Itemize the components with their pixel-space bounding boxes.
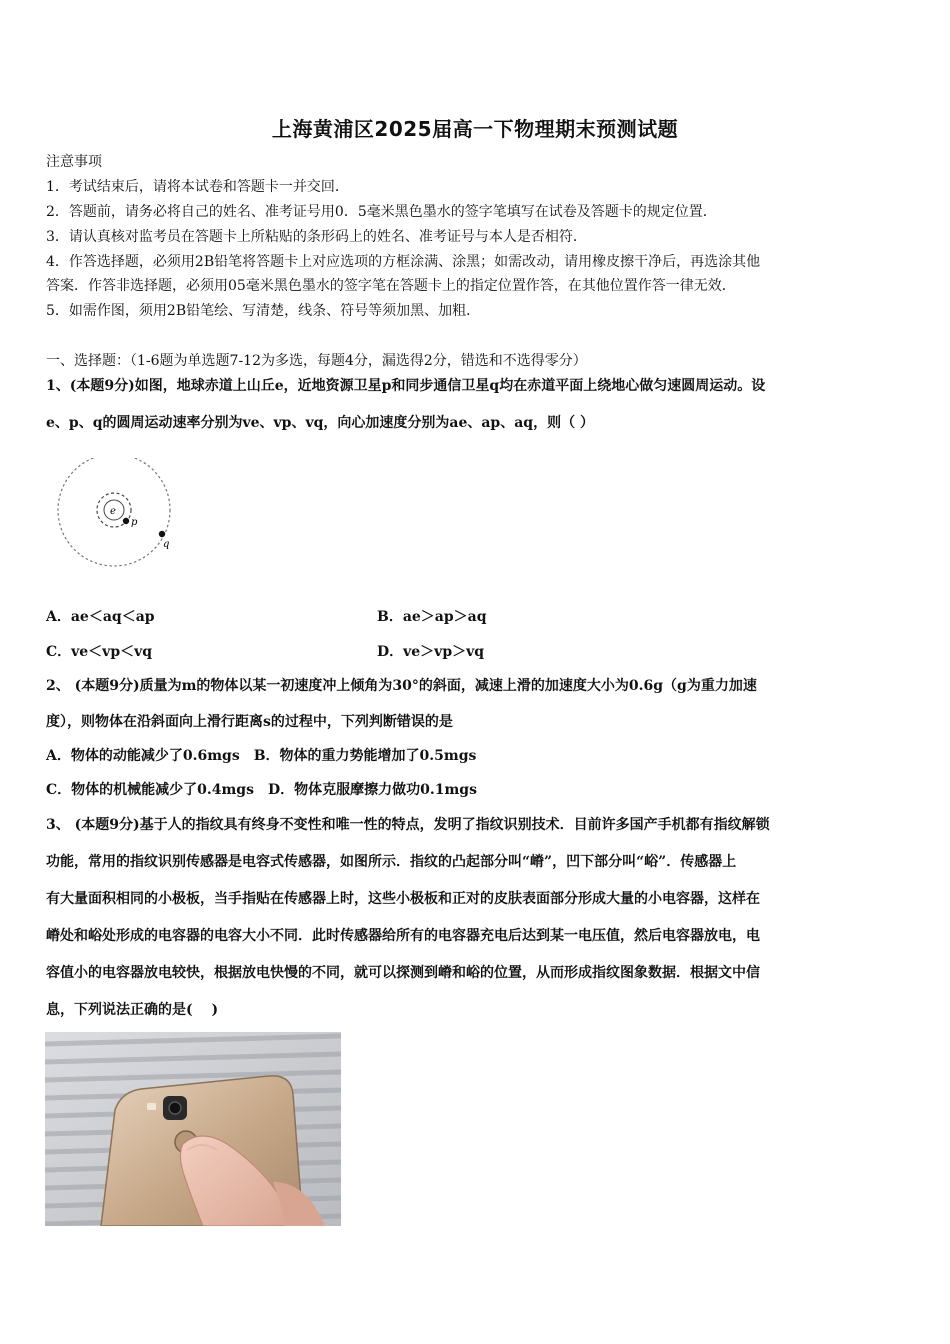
notice-item-4: 4．作答选择题，必须用2B铅笔将答题卡上对应选项的方框涂满、涂黑；如需改动，请用橡皮擦干净后，再选涂其他 [46, 254, 761, 270]
page-title: 上海黄浦区2025届高一下物理期末预测试题 [271, 117, 679, 141]
q3-line-1: 3、 (本题9分)基于人的指纹具有终身不变性和唯一性的特点，发明了指纹识别技术．目前许多国产手机都有指纹解锁 [46, 817, 770, 833]
q1-line-2: e、p、q的圆周运动速率分别为ve、vp、vq，向心加速度分别为ae、ap、aq，则（ ） [46, 415, 594, 431]
q2-line-4: C．物体的机械能减少了0.4mgs D．物体克服摩擦力做功0.1mgs [46, 782, 477, 798]
flash-icon [147, 1103, 156, 1110]
satellite-q [159, 531, 165, 537]
camera-icon [169, 1102, 181, 1114]
q1-option-c: C．ve＜vp＜vq [46, 644, 153, 660]
q3-line-4: 嵴处和峪处形成的电容器的电容大小不同．此时传感器给所有的电容器充电后达到某一电压值，然后电容器放电，电 [46, 928, 760, 944]
orbit-figure [50, 458, 190, 578]
notice-item-3: 3．请认真核对监考员在答题卡上所粘贴的条形码上的姓名、准考证号与本人是否相符． [46, 229, 587, 245]
q1-option-a: A．ae＜aq＜ap [46, 609, 155, 625]
notice-heading: 注意事项 [46, 154, 102, 170]
label-e: e [110, 506, 116, 517]
notice-item-2: 2．答题前，请务必将自己的姓名、准考证号用0．5毫米黑色墨水的签字笔填写在试卷及答题卡的规定位置． [46, 204, 717, 220]
fingerprint-phone-photo [45, 1032, 341, 1226]
label-q: q [163, 539, 170, 550]
q3-line-6: 息，下列说法正确的是( ) [46, 1002, 219, 1018]
q3-line-2: 功能，常用的指纹识别传感器是电容式传感器，如图所示．指纹的凸起部分叫“嵴”，凹下部分叫“峪”．传感器上 [46, 854, 737, 870]
q1-option-b: B．ae＞ap＞aq [377, 609, 487, 625]
q2-line-2: 度），则物体在沿斜面向上滑行距离s的过程中，下列判断错误的是 [46, 714, 453, 730]
q2-line-1: 2、 (本题9分)质量为m的物体以某一初速度冲上倾角为30°的斜面，减速上滑的加速度大小为0.6g（g为重力加速 [46, 678, 757, 694]
section-header: 一、选择题：（1-6题为单选题7-12为多选，每题4分，漏选得2分，错选和不选得零分） [46, 353, 587, 369]
q1-line-1: 1、(本题9分)如图，地球赤道上山丘e，近地资源卫星p和同步通信卫星q均在赤道平面上绕地心做匀速圆周运动。设 [46, 378, 766, 394]
satellite-p [123, 518, 129, 524]
q2-line-3: A．物体的动能减少了0.6mgs B．物体的重力势能增加了0.5mgs [46, 748, 477, 764]
q3-line-3: 有大量面积相同的小极板，当手指贴在传感器上时，这些小极板和正对的皮肤表面部分形成大量的小电容器，这样在 [46, 891, 760, 907]
notice-item-4-cont: 答案．作答非选择题，必须用05毫米黑色墨水的签字笔在答题卡上的指定位置作答，在其他位置作答一律无效． [46, 278, 736, 294]
notice-item-1: 1．考试结束后，请将本试卷和答题卡一并交回． [46, 179, 349, 195]
label-p: p [131, 517, 138, 528]
q1-option-d: D．ve＞vp＞vq [377, 644, 485, 660]
q3-line-5: 容值小的电容器放电较快，根据放电快慢的不同，就可以探测到嵴和峪的位置，从而形成指纹图象数据．根据文中信 [46, 965, 760, 981]
notice-item-5: 5．如需作图，须用2B铅笔绘、写清楚，线条、符号等须加黑、加粗． [46, 303, 481, 319]
